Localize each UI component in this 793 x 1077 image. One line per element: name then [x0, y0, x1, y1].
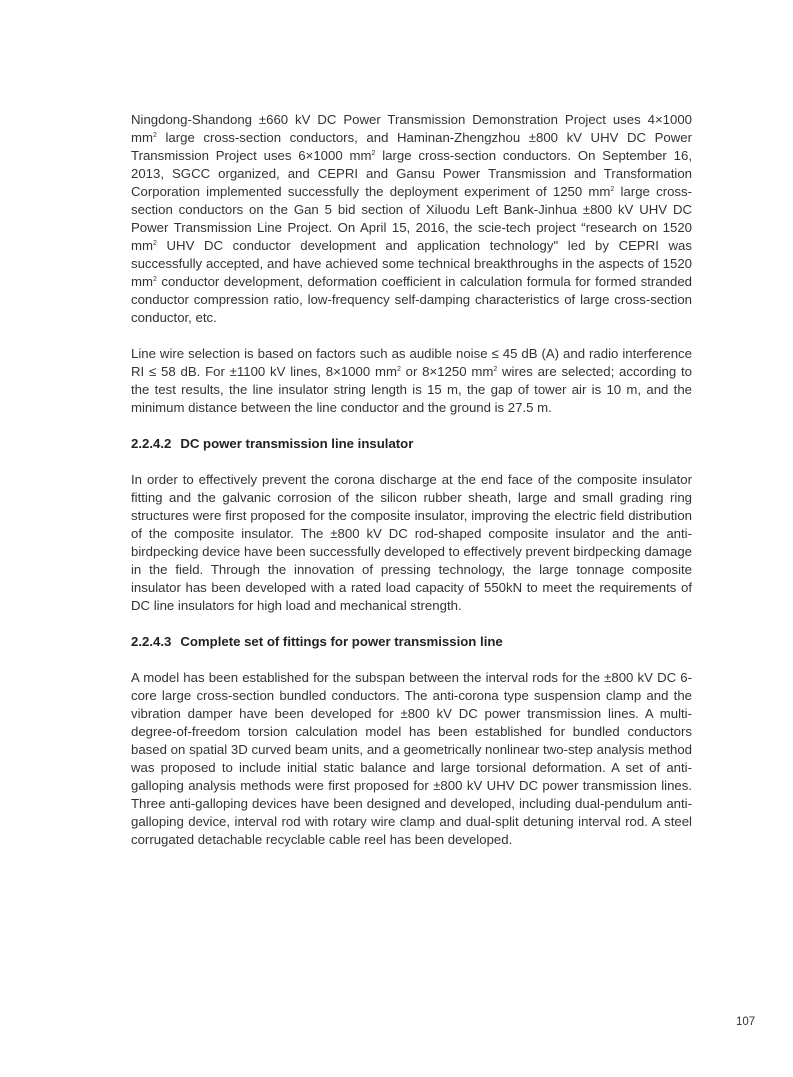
superscript: 2: [152, 132, 157, 139]
text-run: wires are selected; according to the test results, the line insulator string length is 15 m, the gap of tower air is 10 m, and the minimum distance between the line conductor and the ground is 27.5 m.: [131, 364, 693, 415]
section-number: 2.2.4.3: [131, 634, 172, 649]
section-number: 2.2.4.2: [131, 436, 172, 451]
superscript: 2: [396, 366, 401, 373]
page-content: [131, 111, 692, 849]
superscript: 2: [493, 366, 498, 373]
text-run: large cross-section conductors, and Haminan-Zhengzhou ±800 kV UHV DC Power Transmission Project uses 6×1000 mm: [131, 130, 692, 163]
paragraph-insulator: In order to effectively prevent the corona discharge at the end face of the composite insulator fitting and the galvanic corrosion of the silicon rubber sheath, large and small grading ring structures were first proposed for the composite insulator, improving the electric field distribution of the composite insulator. The ±800 kV DC rod-shaped composite insulator and the anti-birdpecking device have been successfully developed to effectively prevent birdpecking damage in the field. Through the innovation of pressing technology, the large tonnage composite insulator has been developed with a rated load capacity of 550kN to meet the requirements of DC line insulators for high load and mechanical strength.: [131, 472, 692, 613]
text-run: or 8×1250 mm: [400, 364, 494, 379]
text-run: conductor development, deformation coefficient in calculation formula for formed stranded conductor compression ratio, low-frequency self-damping characteristics of large cross-section conductor, etc.: [131, 274, 692, 325]
superscript: 2: [152, 240, 157, 247]
page-number: 107: [736, 1016, 756, 1028]
superscript: 2: [610, 186, 615, 193]
section-heading-2242: [131, 435, 692, 453]
text-run: UHV DC conductor development and application technology" led by CEPRI was successfully accepted, and have achieved some technical breakthroughs in the aspects of 1520 mm: [131, 238, 692, 289]
text-run: Line wire selection is based on factors such as audible noise ≤ 45 dB (A) and radio interference RI ≤ 58 dB. For ±1100 kV lines, 8×1000 mm: [131, 346, 692, 379]
paragraph-fittings: A model has been established for the subspan between the interval rods for the ±800 kV DC 6-core large cross-section bundled conductors. The anti-corona type suspension clamp and the vibration damper have been developed for ±800 kV DC power transmission lines. A multi-degree-of-freedom torsion calculation model has been established for bundled conductors based on spatial 3D curved beam units, and a geometrically nonlinear two-step analysis method was proposed to include initial static balance and large torsional deformation. A set of anti-galloping analysis methods were first proposed for ±800 kV UHV DC power transmission lines. Three anti-galloping devices have been designed and developed, including dual-pendulum anti-galloping device, interval rod with rotary wire clamp and dual-split detuning interval rod. A steel corrugated detachable recyclable cable reel has been developed.: [131, 670, 692, 847]
text-run: large cross-section conductors on the Gan 5 bid section of Xiluodu Left Bank-Jinhua ±800 kV UHV DC Power Transmission Line Project. On April 15, 2016, the scie-tech project “research on 1520 mm: [131, 184, 692, 253]
section-heading-2243: [131, 633, 692, 651]
superscript: 2: [152, 276, 157, 283]
text-run: Ningdong-Shandong ±660 kV DC Power Transmission Demonstration Project uses 4×1000 mm: [131, 112, 692, 145]
section-title: DC power transmission line insulator: [180, 436, 414, 451]
text-run: large cross-section conductors. On September 16, 2013, SGCC organized, and CEPRI and Gansu Power Transmission and Transformation Corporation implemented successfully the deployment experiment of 1250 mm: [131, 148, 692, 199]
superscript: 2: [371, 150, 376, 157]
section-title: Complete set of fittings for power transmission line: [180, 634, 503, 649]
paragraph-line-wire-selection: [131, 345, 692, 417]
paragraph-conductor-projects: [131, 111, 692, 327]
